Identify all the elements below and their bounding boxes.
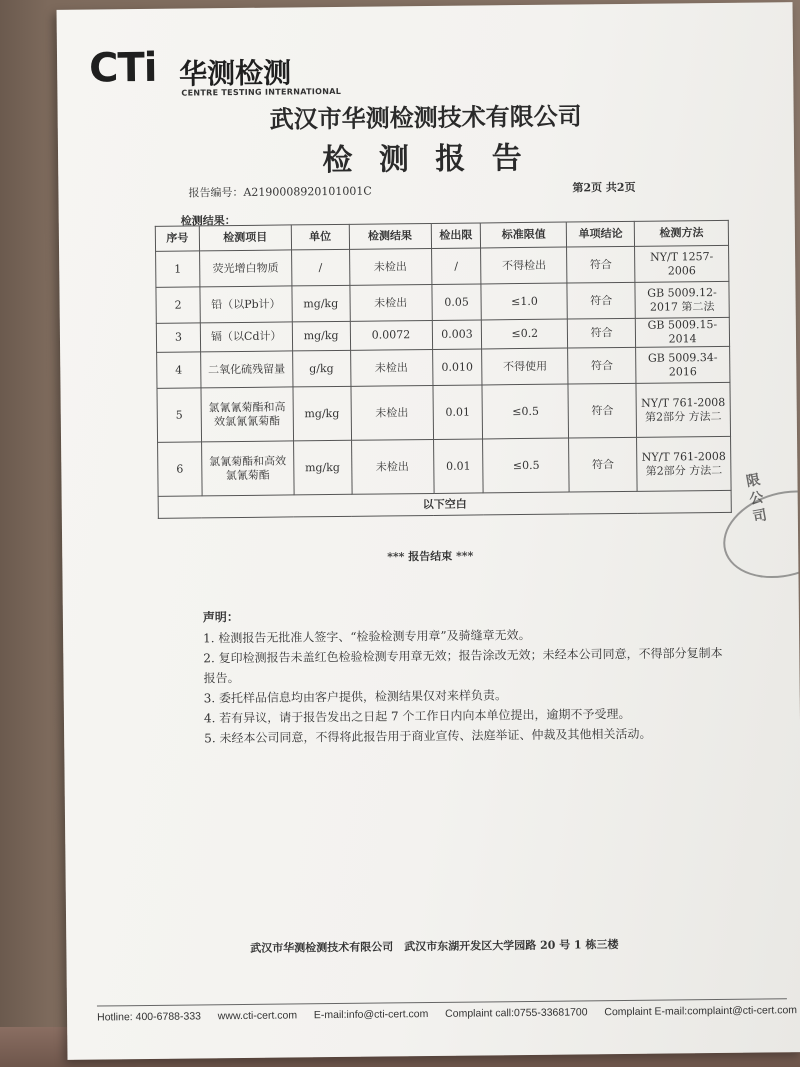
cell: 未检出 <box>350 284 432 321</box>
declaration-item: 1. 检测报告无批准人签字、“检验检测专用章”及骑缝章无效。 <box>203 627 531 646</box>
cell: 荧光增白物质 <box>199 250 291 287</box>
report-number: 报告编号：A2190008920101001C <box>188 184 372 200</box>
cell: GB 5009.15-2014 <box>635 317 729 347</box>
cell: 符合 <box>567 246 635 283</box>
cell: 1 <box>156 251 200 287</box>
header-cell: 检出限 <box>431 223 481 249</box>
header-cell: 单项结论 <box>567 221 635 247</box>
cell: 0.010 <box>432 349 482 386</box>
declaration-item: 5. 未经本公司同意，不得将此报告用于商业宣传、法庭举证、仲裁及其他相关活动。 <box>204 726 652 746</box>
cell: 未检出 <box>351 439 433 494</box>
cell: 0.01 <box>433 439 484 494</box>
declaration-item: 4. 若有异议，请于报告发出之日起 7 个工作日内向本单位提出，逾期不予受理。 <box>203 706 631 726</box>
cell: 符合 <box>567 282 635 319</box>
table-row <box>157 382 731 442</box>
footer-company-address: 武汉市华测检测技术有限公司 武汉市东湖开发区大学园路 20 号 1 栋三楼 <box>250 938 619 955</box>
cell: NY/T 761-2008 第2部分 方法二 <box>636 382 730 437</box>
table-row <box>157 346 730 388</box>
footer-contacts <box>97 1004 797 1023</box>
cell: 3 <box>156 323 200 352</box>
cell: mg/kg <box>293 386 351 441</box>
page-info: 第2页 共2页 <box>572 180 636 195</box>
header-cell: 检测结果 <box>349 223 431 249</box>
cell: 5 <box>157 388 201 442</box>
cell: 2 <box>156 287 200 323</box>
cti-logo: CTi <box>88 44 157 92</box>
seal-stamp-text: 限公司 <box>742 471 769 528</box>
cell: NY/T 1257-2006 <box>635 245 729 282</box>
cell: 未检出 <box>350 349 432 386</box>
complaint-email: Complaint E-mail:complaint@cti-cert.com <box>604 1004 798 1019</box>
cell: 氯氰氰菊酯和高效氯氰氰菊酯 <box>201 387 293 442</box>
report-title: 检 测 报 告 <box>322 140 530 179</box>
cell: 氯氰菊酯和高效氯氰菊酯 <box>201 441 293 496</box>
cell: 0.01 <box>432 385 483 440</box>
cell: 4 <box>157 352 201 388</box>
email: E-mail:info@cti-cert.com <box>313 1008 429 1022</box>
declaration-item: 3. 委托样品信息均由客户提供，检测结果仅对来样负责。 <box>203 688 508 706</box>
header-cell: 序号 <box>155 226 199 251</box>
hotline: Hotline: 400-6788-333 <box>97 1010 202 1024</box>
header-cell: 检测项目 <box>199 225 291 251</box>
cell: ≤0.5 <box>482 384 568 439</box>
website: www.cti-cert.com <box>217 1009 298 1023</box>
results-label: 检测结果： <box>180 214 236 228</box>
header-cell: 标准限值 <box>481 222 567 248</box>
report-end-mark: *** 报告结束 *** <box>387 549 474 564</box>
cell: 不得检出 <box>481 247 567 284</box>
cell: 镉（以Cd计） <box>200 322 292 352</box>
table-footer-row <box>158 490 731 518</box>
cell: GB 5009.34-2016 <box>636 346 730 383</box>
cell: 0.0072 <box>350 320 432 350</box>
cell: GB 5009.12-2017 第二法 <box>635 281 729 318</box>
cell: 0.05 <box>431 284 481 321</box>
cell: mg/kg <box>292 321 350 351</box>
cell: 符合 <box>569 437 637 492</box>
table-row <box>156 245 729 287</box>
cell: 不得使用 <box>482 348 568 385</box>
cell: 未检出 <box>351 385 433 440</box>
declaration-title: 声明： <box>202 610 239 625</box>
cell: mg/kg <box>293 440 351 495</box>
cell: 6 <box>158 442 202 496</box>
cell: 0.003 <box>432 320 482 350</box>
logo-chinese-name: 华测检测 <box>179 56 292 91</box>
cell: 符合 <box>568 383 636 438</box>
company-title: 武汉市华测检测技术有限公司 <box>269 101 582 134</box>
cell: 二氧化硫残留量 <box>201 351 293 388</box>
results-table <box>155 220 732 519</box>
cell: g/kg <box>292 350 350 387</box>
cell: 未检出 <box>349 248 431 285</box>
cell: 符合 <box>568 347 636 384</box>
cell: ≤1.0 <box>481 283 567 320</box>
report-page <box>57 2 800 1060</box>
table-row <box>158 436 732 496</box>
cell: / <box>431 248 481 285</box>
cell: mg/kg <box>292 285 350 322</box>
declaration-item: 2. 复印检测报告未盖红色检验检测专用章无效；报告涂改无效；未经本公司同意，不得部分复制本报告。 <box>203 645 723 686</box>
header-cell: 单位 <box>291 224 349 250</box>
cell: ≤0.5 <box>483 438 569 493</box>
cell: ≤0.2 <box>482 319 568 349</box>
cell: 铅（以Pb计） <box>200 286 292 323</box>
declaration-list <box>203 623 724 748</box>
header-cell: 检测方法 <box>634 220 728 246</box>
cell: NY/T 761-2008 第2部分 方法二 <box>637 436 731 491</box>
cell: 符合 <box>568 318 636 348</box>
cell: / <box>291 249 349 286</box>
table-row <box>156 281 729 323</box>
blank-note: 以下空白 <box>158 490 731 518</box>
logo-english-name: CENTRE TESTING INTERNATIONAL <box>181 86 342 98</box>
complaint-call: Complaint call:0755-33681700 <box>445 1006 588 1020</box>
